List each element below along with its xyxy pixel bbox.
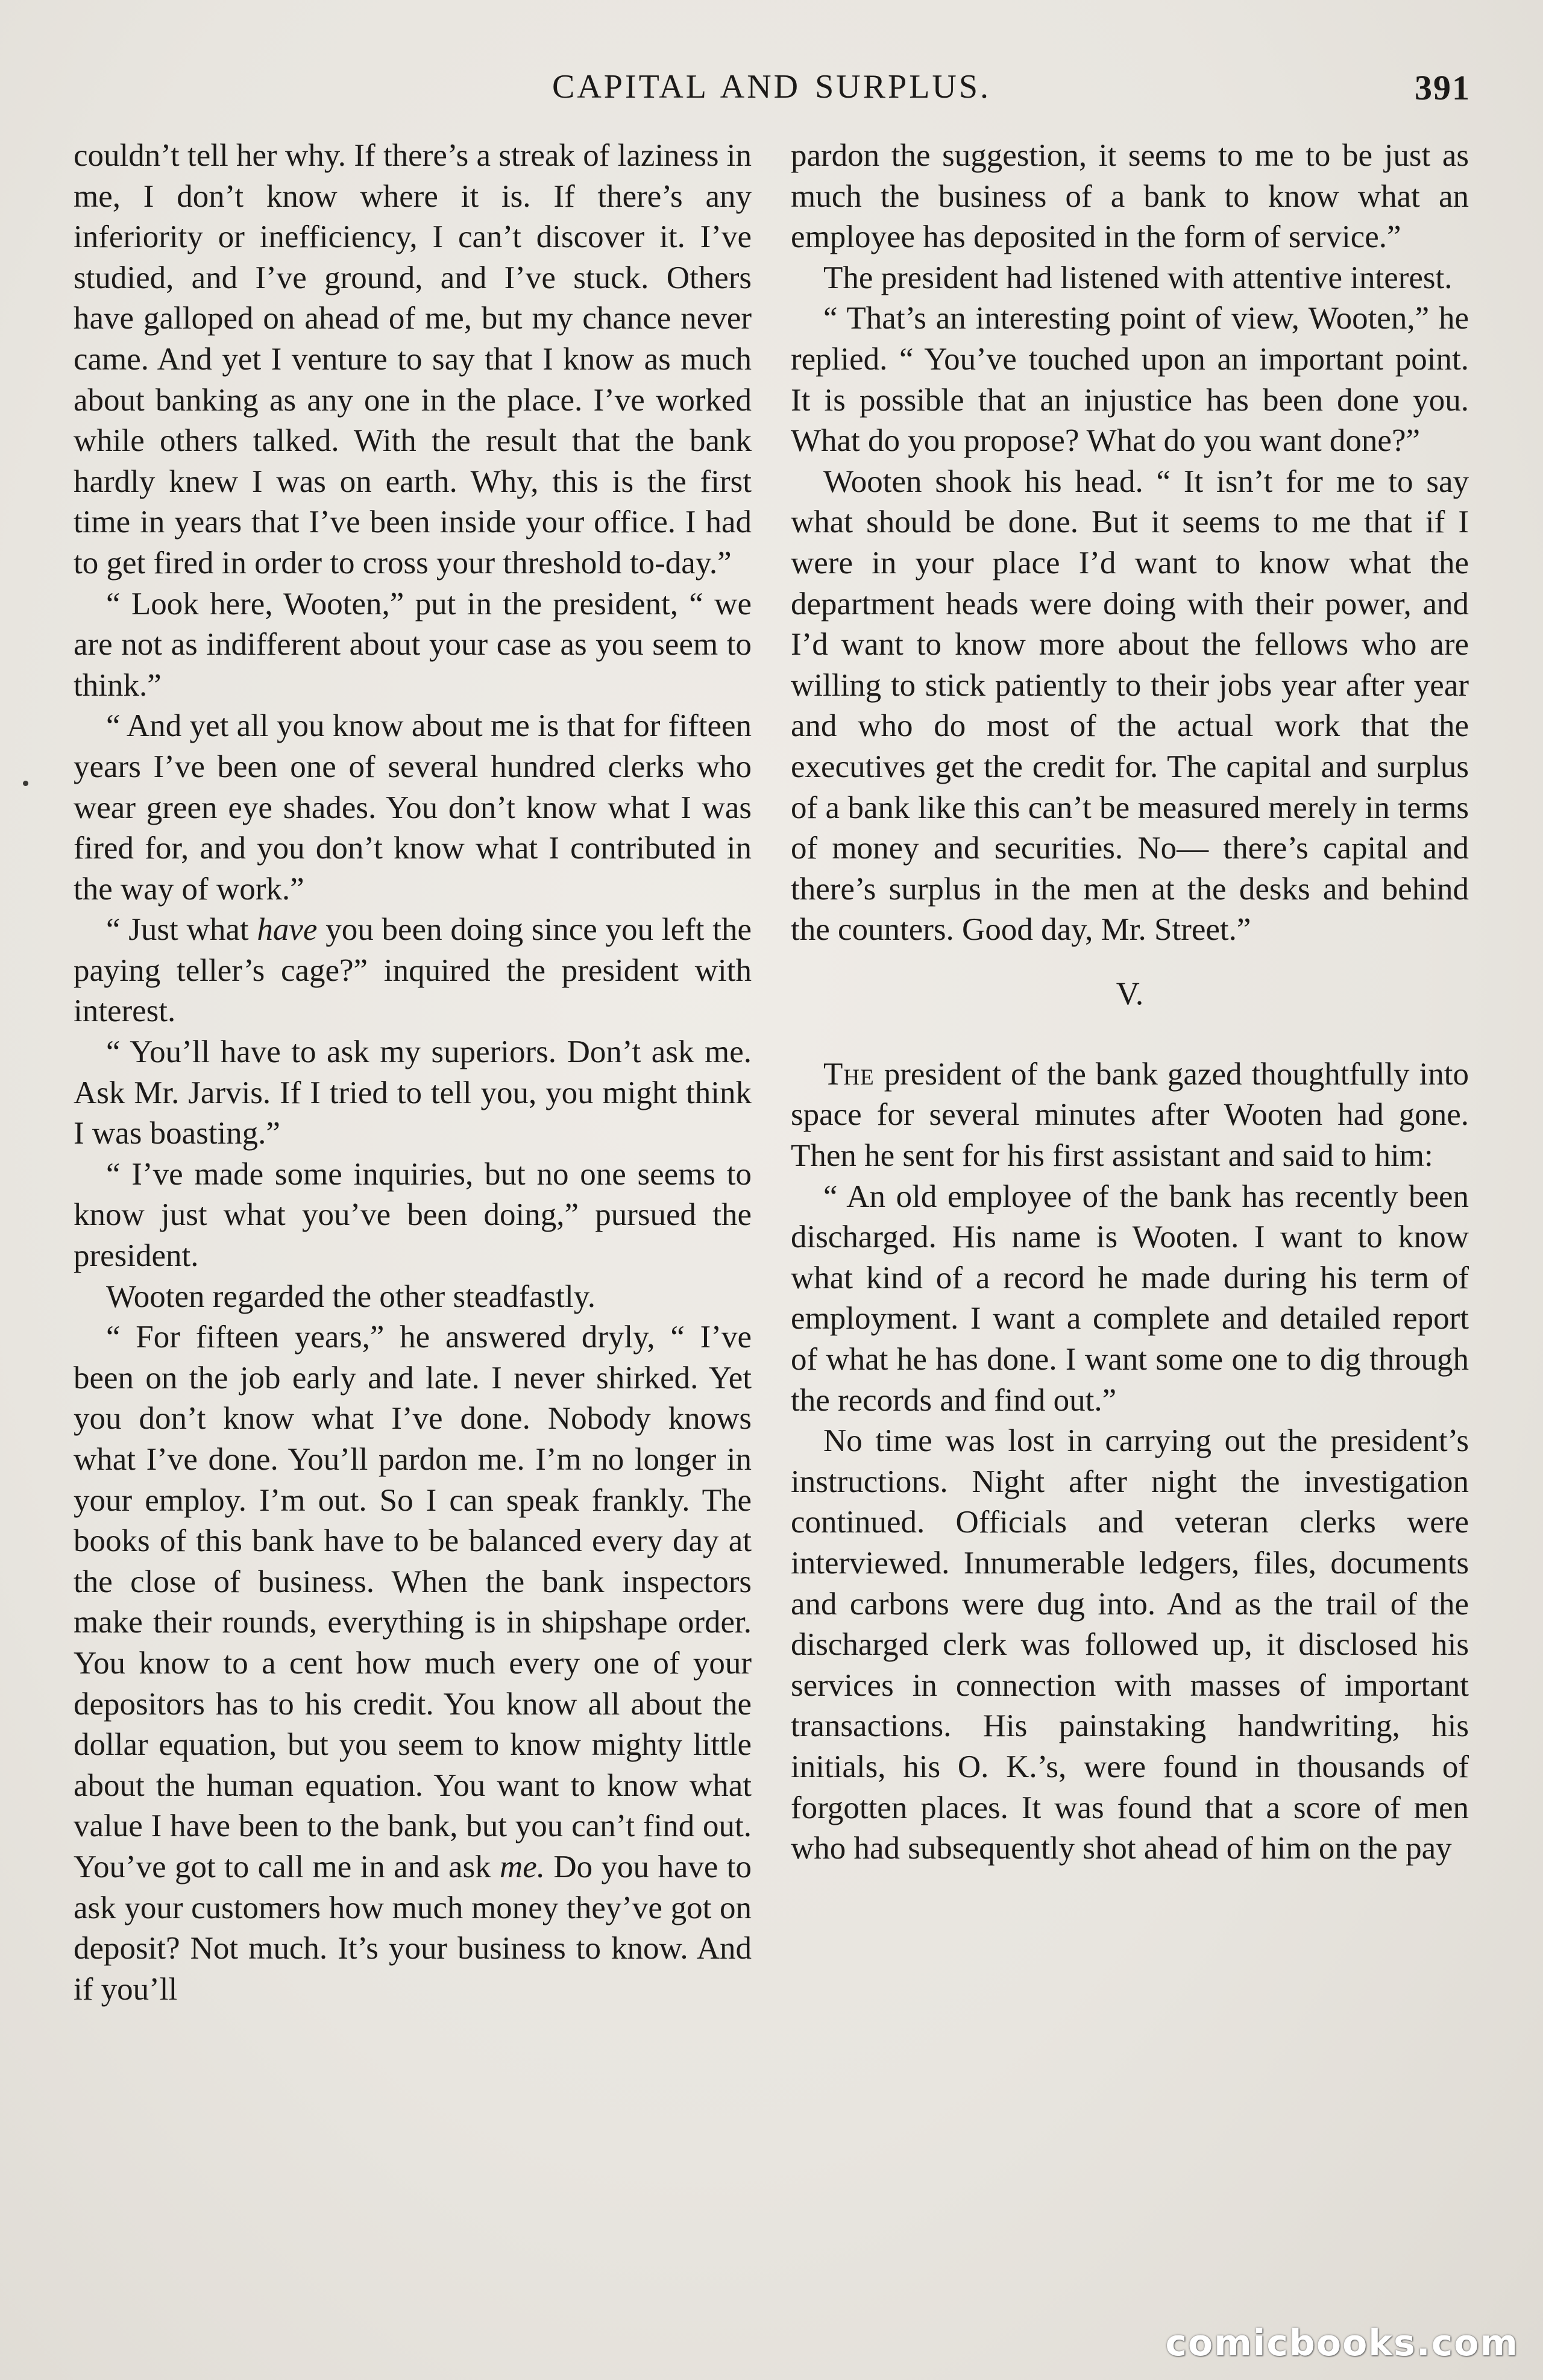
text-run: “ For fifteen years,” he answered dryly, “ I’ve been on the job early and late. I never shirked. Yet you don’t know what I’ve done. Nobody knows what I’ve done. You’ll pardon me. I’m no longer in your employ. I’m out. So I can speak frankly. The books of this bank have to be balanced every day at the close of business. When the bank inspectors make their rounds, everything is in shipshape order. You know to a cent how much every one of your depositors has to his credit. You know all about the dollar equation, but you seem to know mighty little about the human equation. You want to know what value I have been to the bank, but you can’t find out. You’ve got to call me in and ask [74, 1320, 752, 1884]
text-run: president of the bank gazed thoughtfully into space for several minutes after Wooten had gone. Then he sent for his first assistant and said to him: [791, 1056, 1469, 1174]
running-head: CAPITAL AND SURPLUS. [552, 68, 991, 105]
paragraph: “ And yet all you know about me is that for fifteen years I’ve been one of several hundred clerks who wear green eye shades. You don’t know what I was fired for, and you don’t know what I contributed in the way of work.” [74, 708, 752, 907]
paragraph: “ That’s an interesting point of view, Wooten,” he replied. “ You’ve touched upon an important point. It is possible that an injustice has been done you. What do you propose? What do you want done?” [791, 301, 1469, 459]
paragraph: “ I’ve made some inquiries, but no one seems to know just what you’ve been doing,” pursued the president. [74, 1156, 752, 1274]
page-number: 391 [1415, 68, 1471, 107]
italic-text: have [257, 912, 318, 948]
page-header [72, 68, 1471, 116]
section-spacer [791, 1031, 1469, 1054]
paragraph [791, 1054, 1469, 1177]
paragraph: “ An old employee of the bank has recently been discharged. His name is Wooten. I want to know what kind of a record he made during his term of employment. I want a complete and detailed report of what he has done. I want some one to dig through the records and find out.” [791, 1179, 1469, 1418]
lead-in-small-caps: The [823, 1056, 875, 1092]
paragraph [74, 1317, 752, 2010]
italic-text: me. [500, 1849, 545, 1884]
left-column [74, 136, 752, 2010]
margin-speck [23, 781, 28, 786]
text-run: Do you have to ask your customers how much money they’ve got on deposit? Not much. It’s your business to know. And if you’ll [74, 1849, 752, 2007]
paragraph: Wooten shook his head. “ It isn’t for me to say what should be done. But it seems to me that if I were in your place I’d want to know what the department heads were doing with their power, and I’d want to know more about the fellows who are willing to stick patiently to their jobs year after year and who do most of the actual work that the executives get the credit for. The capital and surplus of a bank like this can’t be measured merely in terms of money and securities. No— there’s capital and there’s surplus in the men at the desks and behind the counters. Good day, Mr. Street.” [791, 464, 1469, 948]
paragraph: “ Look here, Wooten,” put in the president, “ we are not as indifferent about your case as you seem to think.” [74, 586, 752, 703]
right-column [791, 136, 1469, 1869]
paragraph: Wooten regarded the other steadfastly. [106, 1279, 596, 1314]
text-run: “ Just what [106, 912, 257, 948]
watermark: comicbooks.com [1165, 2322, 1519, 2364]
section-heading: V. [1116, 975, 1144, 1012]
paragraph: couldn’t tell her why. If there’s a streak of laziness in me, I don’t know where it is. If there’s any inferiority or inefficiency, I can’t discover it. I’ve studied, and I’ve ground, and I’ve stuck. Others have galloped on ahead of me, but my chance never came. And yet I venture to say that I know as much about banking as any one in the place. I’ve worked while others talked. With the result that the bank hardly knew I was on earth. Why, this is the first time in years that I’ve been inside your office. I had to get fired in order to cross your threshold to-day.” [74, 138, 752, 581]
paragraph: “ You’ll have to ask my superiors. Don’t ask me. Ask Mr. Jarvis. If I tried to tell you, you might think I was boasting.” [74, 1034, 752, 1151]
paragraph: The president had listened with attentive interest. [823, 260, 1453, 295]
paragraph: No time was lost in carrying out the president’s instructions. Night after night the investigation continued. Officials and veteran clerks were interviewed. Innumerable ledgers, files, documents and carbons were dug into. And as the trail of the discharged clerk was followed up, it disclosed his services in connection with masses of important transactions. His painstaking handwriting, his initials, his O. K.’s, were found in thousands of forgotten places. It was found that a score of men who had subsequently shot ahead of him on the pay [791, 1423, 1469, 1866]
text-run: you been doing since you left the paying teller’s cage?” inquired the president with interest. [74, 912, 752, 1029]
paragraph [74, 910, 752, 1032]
paragraph: pardon the suggestion, it seems to me to be just as much the business of a bank to know what an employee has deposited in the form of service.” [791, 138, 1469, 255]
